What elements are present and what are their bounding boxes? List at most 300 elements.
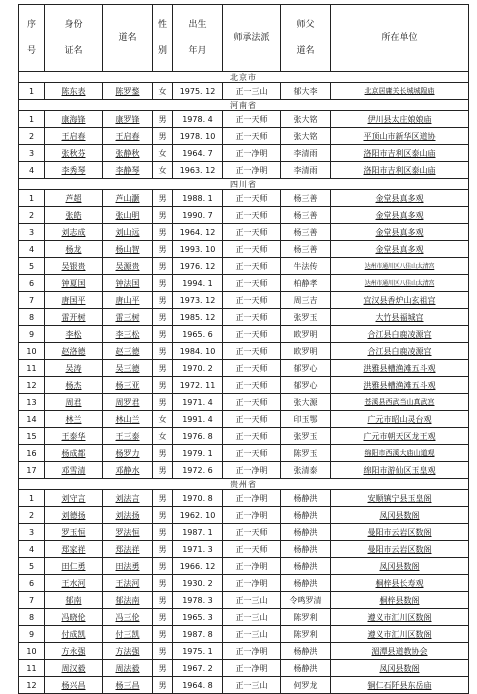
cell-id: 9 bbox=[19, 626, 45, 643]
header-birth-line: 出生 bbox=[188, 19, 207, 30]
cell-birth: 1994. 1 bbox=[173, 275, 223, 292]
cell-name: 陈东表 bbox=[45, 83, 103, 100]
cell-unit: 金堂县真多观 bbox=[331, 224, 469, 241]
table-row bbox=[19, 462, 469, 479]
region-row bbox=[19, 100, 469, 111]
cell-lineage: 正一天师 bbox=[223, 445, 281, 462]
cell-lineage: 正一天师 bbox=[223, 275, 281, 292]
table-row bbox=[19, 258, 469, 275]
cell-dao-name: 张静秋 bbox=[103, 145, 153, 162]
cell-gender: 男 bbox=[153, 462, 173, 479]
header-master-line: 师父 bbox=[296, 19, 315, 30]
cell-id: 5 bbox=[19, 558, 45, 575]
cell-name: 芦超 bbox=[45, 190, 103, 207]
cell-id: 4 bbox=[19, 541, 45, 558]
cell-gender: 男 bbox=[153, 343, 173, 360]
cell-master: 牛法传 bbox=[281, 258, 331, 275]
cell-name: 刘志成 bbox=[45, 224, 103, 241]
cell-unit: 广元市朝天区龙王观 bbox=[331, 428, 469, 445]
cell-name: 郑家祥 bbox=[45, 541, 103, 558]
table-row bbox=[19, 111, 469, 128]
cell-birth: 1990. 7 bbox=[173, 207, 223, 224]
cell-unit: 达州市通川区八佳山太清宫 bbox=[331, 258, 469, 275]
cell-birth: 1964. 7 bbox=[173, 145, 223, 162]
header-gender-line bbox=[153, 32, 172, 45]
cell-unit: 曼阳市云岩区数阁 bbox=[331, 541, 469, 558]
cell-id: 13 bbox=[19, 394, 45, 411]
table-row bbox=[19, 626, 469, 643]
cell-dao-name: 周罗君 bbox=[103, 394, 153, 411]
cell-lineage: 正一天师 bbox=[223, 343, 281, 360]
cell-id: 5 bbox=[19, 258, 45, 275]
cell-birth: 1975. 12 bbox=[173, 83, 223, 100]
table-row bbox=[19, 275, 469, 292]
cell-birth: 1978. 3 bbox=[173, 592, 223, 609]
cell-id: 1 bbox=[19, 83, 45, 100]
cell-dao-name: 付三凯 bbox=[103, 626, 153, 643]
cell-gender: 男 bbox=[153, 677, 173, 694]
cell-lineage: 正一净明 bbox=[223, 660, 281, 677]
cell-dao-name: 杨三昌 bbox=[103, 677, 153, 694]
cell-birth: 1984. 10 bbox=[173, 343, 223, 360]
cell-unit: 凤冈县数阁 bbox=[331, 558, 469, 575]
cell-unit: 遵义市汇川区数阁 bbox=[331, 626, 469, 643]
cell-gender: 男 bbox=[153, 575, 173, 592]
region-name: 北京市 bbox=[19, 72, 469, 83]
table-body bbox=[19, 72, 469, 694]
table-row bbox=[19, 592, 469, 609]
cell-lineage: 正一天师 bbox=[223, 411, 281, 428]
cell-unit: 达州市通川区八佳山太清宫 bbox=[331, 275, 469, 292]
cell-name: 方永强 bbox=[45, 643, 103, 660]
cell-gender: 男 bbox=[153, 541, 173, 558]
cell-unit: 金堂县真多观 bbox=[331, 207, 469, 224]
cell-gender: 男 bbox=[153, 275, 173, 292]
cell-unit: 洛阳市吉利区泰山庙 bbox=[331, 162, 469, 179]
cell-name: 周汉毅 bbox=[45, 660, 103, 677]
cell-name: 王启春 bbox=[45, 128, 103, 145]
cell-name: 李松 bbox=[45, 326, 103, 343]
header-name-line bbox=[45, 32, 102, 45]
cell-master: 杨静洪 bbox=[281, 643, 331, 660]
cell-name: 李秀琴 bbox=[45, 162, 103, 179]
region-row bbox=[19, 179, 469, 190]
cell-lineage: 正一天师 bbox=[223, 241, 281, 258]
cell-dao-name: 芦山灏 bbox=[103, 190, 153, 207]
cell-name: 吴涛 bbox=[45, 360, 103, 377]
cell-gender: 男 bbox=[153, 507, 173, 524]
cell-dao-name: 冯三伦 bbox=[103, 609, 153, 626]
cell-lineage: 正一天师 bbox=[223, 541, 281, 558]
cell-birth: 1965. 3 bbox=[173, 609, 223, 626]
cell-dao-name: 郁法南 bbox=[103, 592, 153, 609]
cell-gender: 男 bbox=[153, 207, 173, 224]
cell-dao-name: 刘法扬 bbox=[103, 507, 153, 524]
cell-lineage: 正一天师 bbox=[223, 394, 281, 411]
cell-gender: 女 bbox=[153, 145, 173, 162]
cell-master: 印玉鄂 bbox=[281, 411, 331, 428]
cell-name: 杨龙 bbox=[45, 241, 103, 258]
cell-dao-name: 李静琴 bbox=[103, 162, 153, 179]
cell-id: 3 bbox=[19, 224, 45, 241]
region-row bbox=[19, 72, 469, 83]
cell-lineage: 正一天师 bbox=[223, 128, 281, 145]
table-row bbox=[19, 677, 469, 694]
cell-unit: 凤冈县数阁 bbox=[331, 660, 469, 677]
cell-unit: 绵阳市游仙区玉皇观 bbox=[331, 462, 469, 479]
region-name: 四川省 bbox=[19, 179, 469, 190]
cell-lineage: 正一三山 bbox=[223, 677, 281, 694]
cell-master: 张大源 bbox=[281, 394, 331, 411]
table-row bbox=[19, 292, 469, 309]
header-gender-line: 别 bbox=[157, 45, 167, 56]
cell-master: 令鸣罗清 bbox=[281, 592, 331, 609]
cell-name: 赵洛德 bbox=[45, 343, 103, 360]
cell-birth: 1964. 8 bbox=[173, 677, 223, 694]
cell-gender: 男 bbox=[153, 326, 173, 343]
table-row bbox=[19, 524, 469, 541]
cell-gender: 男 bbox=[153, 609, 173, 626]
cell-lineage: 正一三山 bbox=[223, 592, 281, 609]
cell-name: 刘守言 bbox=[45, 490, 103, 507]
cell-gender: 男 bbox=[153, 643, 173, 660]
cell-master: 欧罗明 bbox=[281, 343, 331, 360]
cell-lineage: 正一净明 bbox=[223, 575, 281, 592]
header-name-line: 证名 bbox=[64, 45, 83, 56]
cell-gender: 男 bbox=[153, 524, 173, 541]
cell-master: 张罗玉 bbox=[281, 309, 331, 326]
cell-birth: 1971. 3 bbox=[173, 541, 223, 558]
header-id-line: 号 bbox=[26, 45, 36, 56]
cell-lineage: 正一天师 bbox=[223, 428, 281, 445]
table-row bbox=[19, 190, 469, 207]
cell-id: 17 bbox=[19, 462, 45, 479]
cell-dao-name: 邓静水 bbox=[103, 462, 153, 479]
cell-lineage: 正一净明 bbox=[223, 462, 281, 479]
cell-name: 康海锋 bbox=[45, 111, 103, 128]
cell-name: 刘德扬 bbox=[45, 507, 103, 524]
region-row bbox=[19, 479, 469, 490]
cell-master: 陈罗玉 bbox=[281, 445, 331, 462]
cell-dao-name: 王启春 bbox=[103, 128, 153, 145]
cell-master: 杨静洪 bbox=[281, 575, 331, 592]
cell-unit: 铜仁石阡县东岳庙 bbox=[331, 677, 469, 694]
cell-gender: 女 bbox=[153, 411, 173, 428]
cell-gender: 男 bbox=[153, 309, 173, 326]
cell-birth: 1973. 12 bbox=[173, 292, 223, 309]
table-row bbox=[19, 377, 469, 394]
cell-gender: 男 bbox=[153, 445, 173, 462]
cell-unit: 金堂县真多观 bbox=[331, 241, 469, 258]
cell-dao-name: 吴源贵 bbox=[103, 258, 153, 275]
cell-master: 杨三善 bbox=[281, 224, 331, 241]
cell-id: 2 bbox=[19, 207, 45, 224]
cell-lineage: 正一天师 bbox=[223, 377, 281, 394]
cell-name: 罗玉恒 bbox=[45, 524, 103, 541]
header-birth-line bbox=[173, 32, 222, 45]
cell-birth: 1971. 4 bbox=[173, 394, 223, 411]
cell-master: 杨静洪 bbox=[281, 660, 331, 677]
cell-id: 6 bbox=[19, 575, 45, 592]
cell-birth: 1963. 12 bbox=[173, 162, 223, 179]
cell-master: 张大铭 bbox=[281, 111, 331, 128]
cell-unit: 伊川县太庄娘娘庙 bbox=[331, 111, 469, 128]
cell-master: 张罗玉 bbox=[281, 428, 331, 445]
table-row bbox=[19, 326, 469, 343]
region-name: 河南省 bbox=[19, 100, 469, 111]
cell-dao-name: 赵三德 bbox=[103, 343, 153, 360]
cell-unit: 洪雅县槽渔滩五斗观 bbox=[331, 377, 469, 394]
header-name-line: 身份 bbox=[64, 19, 83, 30]
cell-dao-name: 王三泰 bbox=[103, 428, 153, 445]
header-dao-name bbox=[103, 5, 153, 72]
cell-dao-name: 杨罗力 bbox=[103, 445, 153, 462]
region-name: 贵州省 bbox=[19, 479, 469, 490]
table-row bbox=[19, 309, 469, 326]
header-id bbox=[19, 5, 45, 72]
cell-unit: 合江县白鹿凌源宫 bbox=[331, 343, 469, 360]
cell-master: 杨静洪 bbox=[281, 541, 331, 558]
table-row bbox=[19, 162, 469, 179]
table-row bbox=[19, 343, 469, 360]
cell-id: 3 bbox=[19, 524, 45, 541]
cell-unit: 金堂县真多观 bbox=[331, 190, 469, 207]
cell-lineage: 正一三山 bbox=[223, 626, 281, 643]
cell-gender: 女 bbox=[153, 83, 173, 100]
cell-lineage: 正一净明 bbox=[223, 145, 281, 162]
cell-birth: 1987. 8 bbox=[173, 626, 223, 643]
table-row bbox=[19, 83, 469, 100]
cell-dao-name: 张山明 bbox=[103, 207, 153, 224]
cell-dao-name: 康罗锋 bbox=[103, 111, 153, 128]
cell-id: 12 bbox=[19, 377, 45, 394]
cell-lineage: 正一天师 bbox=[223, 360, 281, 377]
table-row bbox=[19, 360, 469, 377]
table-row bbox=[19, 643, 469, 660]
cell-dao-name: 李三松 bbox=[103, 326, 153, 343]
cell-id: 15 bbox=[19, 428, 45, 445]
cell-birth: 1993. 10 bbox=[173, 241, 223, 258]
table-row bbox=[19, 558, 469, 575]
header-master bbox=[281, 5, 331, 72]
cell-unit: 遵义市汇川区数阁 bbox=[331, 609, 469, 626]
cell-id: 8 bbox=[19, 609, 45, 626]
cell-name: 王泰华 bbox=[45, 428, 103, 445]
header-master-line bbox=[281, 32, 330, 45]
cell-master: 郁罗心 bbox=[281, 360, 331, 377]
table-row bbox=[19, 428, 469, 445]
cell-lineage: 正一净明 bbox=[223, 507, 281, 524]
cell-master: 杨静洪 bbox=[281, 524, 331, 541]
cell-dao-name: 方法强 bbox=[103, 643, 153, 660]
cell-birth: 1967. 2 bbox=[173, 660, 223, 677]
cell-master: 李清雨 bbox=[281, 145, 331, 162]
cell-master: 李清雨 bbox=[281, 162, 331, 179]
cell-id: 4 bbox=[19, 162, 45, 179]
cell-dao-name: 吴三德 bbox=[103, 360, 153, 377]
table-row bbox=[19, 490, 469, 507]
header-id-line bbox=[19, 32, 44, 45]
cell-name: 钟夏国 bbox=[45, 275, 103, 292]
cell-dao-name: 钟法国 bbox=[103, 275, 153, 292]
cell-lineage: 正一净明 bbox=[223, 643, 281, 660]
cell-unit: 平顶山市新华区道协 bbox=[331, 128, 469, 145]
cell-birth: 1979. 1 bbox=[173, 445, 223, 462]
header-gender-line: 性 bbox=[157, 19, 167, 30]
table-header bbox=[19, 5, 469, 72]
cell-lineage: 正一天师 bbox=[223, 207, 281, 224]
cell-dao-name: 刘法言 bbox=[103, 490, 153, 507]
cell-name: 付成凯 bbox=[45, 626, 103, 643]
cell-unit: 绵阳市西溪大庙山道观 bbox=[331, 445, 469, 462]
table-row bbox=[19, 411, 469, 428]
cell-birth: 1976. 8 bbox=[173, 428, 223, 445]
cell-dao-name: 杨山智 bbox=[103, 241, 153, 258]
cell-name: 邓雪清 bbox=[45, 462, 103, 479]
cell-lineage: 正一三山 bbox=[223, 609, 281, 626]
cell-gender: 男 bbox=[153, 258, 173, 275]
cell-dao-name: 郑法祥 bbox=[103, 541, 153, 558]
cell-lineage: 正一天师 bbox=[223, 111, 281, 128]
header-lineage bbox=[223, 5, 281, 72]
cell-dao-name: 王法河 bbox=[103, 575, 153, 592]
cell-name: 唐国平 bbox=[45, 292, 103, 309]
table-row bbox=[19, 507, 469, 524]
cell-lineage: 正一天师 bbox=[223, 292, 281, 309]
table-row bbox=[19, 541, 469, 558]
table-row bbox=[19, 394, 469, 411]
cell-master: 张大铭 bbox=[281, 128, 331, 145]
cell-unit: 合江县白鹿凌源宫 bbox=[331, 326, 469, 343]
cell-master: 柏静孝 bbox=[281, 275, 331, 292]
cell-id: 1 bbox=[19, 111, 45, 128]
cell-gender: 男 bbox=[153, 360, 173, 377]
header-name bbox=[45, 5, 103, 72]
cell-name: 冯晓伦 bbox=[45, 609, 103, 626]
cell-gender: 男 bbox=[153, 592, 173, 609]
table-row bbox=[19, 660, 469, 677]
cell-id: 10 bbox=[19, 343, 45, 360]
cell-dao-name: 田法勇 bbox=[103, 558, 153, 575]
cell-master: 陈罗利 bbox=[281, 626, 331, 643]
cell-birth: 1972. 11 bbox=[173, 377, 223, 394]
cell-name: 林兰 bbox=[45, 411, 103, 428]
cell-master: 杨三善 bbox=[281, 190, 331, 207]
cell-name: 王水河 bbox=[45, 575, 103, 592]
cell-dao-name: 雷三树 bbox=[103, 309, 153, 326]
cell-master: 杨静洪 bbox=[281, 490, 331, 507]
cell-unit: 洪雅县槽渔滩五斗观 bbox=[331, 360, 469, 377]
cell-lineage: 正一净明 bbox=[223, 558, 281, 575]
cell-name: 杨成都 bbox=[45, 445, 103, 462]
cell-unit: 大竹县福城宫 bbox=[331, 309, 469, 326]
cell-lineage: 正一天师 bbox=[223, 524, 281, 541]
cell-id: 7 bbox=[19, 592, 45, 609]
table-row bbox=[19, 128, 469, 145]
header-birth-line: 年月 bbox=[188, 45, 207, 56]
cell-gender: 男 bbox=[153, 626, 173, 643]
table-row bbox=[19, 207, 469, 224]
cell-birth: 1972. 6 bbox=[173, 462, 223, 479]
cell-lineage: 正一天师 bbox=[223, 326, 281, 343]
cell-id: 1 bbox=[19, 190, 45, 207]
cell-id: 16 bbox=[19, 445, 45, 462]
cell-id: 12 bbox=[19, 677, 45, 694]
cell-master: 郁罗心 bbox=[281, 377, 331, 394]
cell-id: 2 bbox=[19, 128, 45, 145]
cell-id: 1 bbox=[19, 490, 45, 507]
cell-gender: 男 bbox=[153, 490, 173, 507]
cell-lineage: 正一天师 bbox=[223, 224, 281, 241]
cell-unit: 曼阳市云岩区数阁 bbox=[331, 524, 469, 541]
cell-gender: 男 bbox=[153, 111, 173, 128]
cell-id: 9 bbox=[19, 326, 45, 343]
cell-master: 郁大李 bbox=[281, 83, 331, 100]
cell-birth: 1975. 1 bbox=[173, 643, 223, 660]
cell-birth: 1970. 2 bbox=[173, 360, 223, 377]
cell-gender: 女 bbox=[153, 162, 173, 179]
cell-gender: 男 bbox=[153, 224, 173, 241]
cell-name: 田仁勇 bbox=[45, 558, 103, 575]
cell-id: 7 bbox=[19, 292, 45, 309]
registry-table bbox=[18, 4, 469, 694]
header-row bbox=[19, 5, 469, 72]
cell-birth: 1978. 10 bbox=[173, 128, 223, 145]
cell-id: 8 bbox=[19, 309, 45, 326]
cell-master: 张清泰 bbox=[281, 462, 331, 479]
cell-dao-name: 刘山远 bbox=[103, 224, 153, 241]
header-dao-name-line: 道名 bbox=[118, 32, 137, 43]
cell-unit: 广元市昭山灵台观 bbox=[331, 411, 469, 428]
cell-gender: 男 bbox=[153, 394, 173, 411]
cell-unit: 桐梓县数阁 bbox=[331, 592, 469, 609]
cell-name: 周君 bbox=[45, 394, 103, 411]
cell-birth: 1970. 8 bbox=[173, 490, 223, 507]
cell-unit: 洛阳市吉利区泰山庙 bbox=[331, 145, 469, 162]
cell-unit: 北京居庸关长城城隍庙 bbox=[331, 83, 469, 100]
cell-master: 周三吉 bbox=[281, 292, 331, 309]
cell-birth: 1930. 2 bbox=[173, 575, 223, 592]
header-unit-line: 所在单位 bbox=[381, 32, 418, 43]
cell-dao-name: 周法毅 bbox=[103, 660, 153, 677]
cell-unit: 安顺镇宁县玉皇阁 bbox=[331, 490, 469, 507]
cell-birth: 1964. 12 bbox=[173, 224, 223, 241]
cell-birth: 1966. 12 bbox=[173, 558, 223, 575]
cell-master: 杨三善 bbox=[281, 241, 331, 258]
cell-master: 陈罗利 bbox=[281, 609, 331, 626]
cell-birth: 1987. 1 bbox=[173, 524, 223, 541]
cell-lineage: 正一净明 bbox=[223, 490, 281, 507]
cell-name: 张皓 bbox=[45, 207, 103, 224]
cell-gender: 男 bbox=[153, 190, 173, 207]
cell-master: 欧罗明 bbox=[281, 326, 331, 343]
cell-id: 10 bbox=[19, 643, 45, 660]
cell-id: 11 bbox=[19, 360, 45, 377]
cell-name: 张秋芬 bbox=[45, 145, 103, 162]
cell-lineage: 正一净明 bbox=[223, 162, 281, 179]
cell-gender: 男 bbox=[153, 660, 173, 677]
cell-name: 吴银贵 bbox=[45, 258, 103, 275]
cell-lineage: 正一天师 bbox=[223, 258, 281, 275]
table-row bbox=[19, 575, 469, 592]
cell-master: 杨静洪 bbox=[281, 558, 331, 575]
cell-unit: 凤冈县数阁 bbox=[331, 507, 469, 524]
cell-id: 14 bbox=[19, 411, 45, 428]
cell-id: 6 bbox=[19, 275, 45, 292]
cell-unit: 宜汉县香炉山玄祖宫 bbox=[331, 292, 469, 309]
cell-birth: 1962. 10 bbox=[173, 507, 223, 524]
cell-dao-name: 杨三亚 bbox=[103, 377, 153, 394]
